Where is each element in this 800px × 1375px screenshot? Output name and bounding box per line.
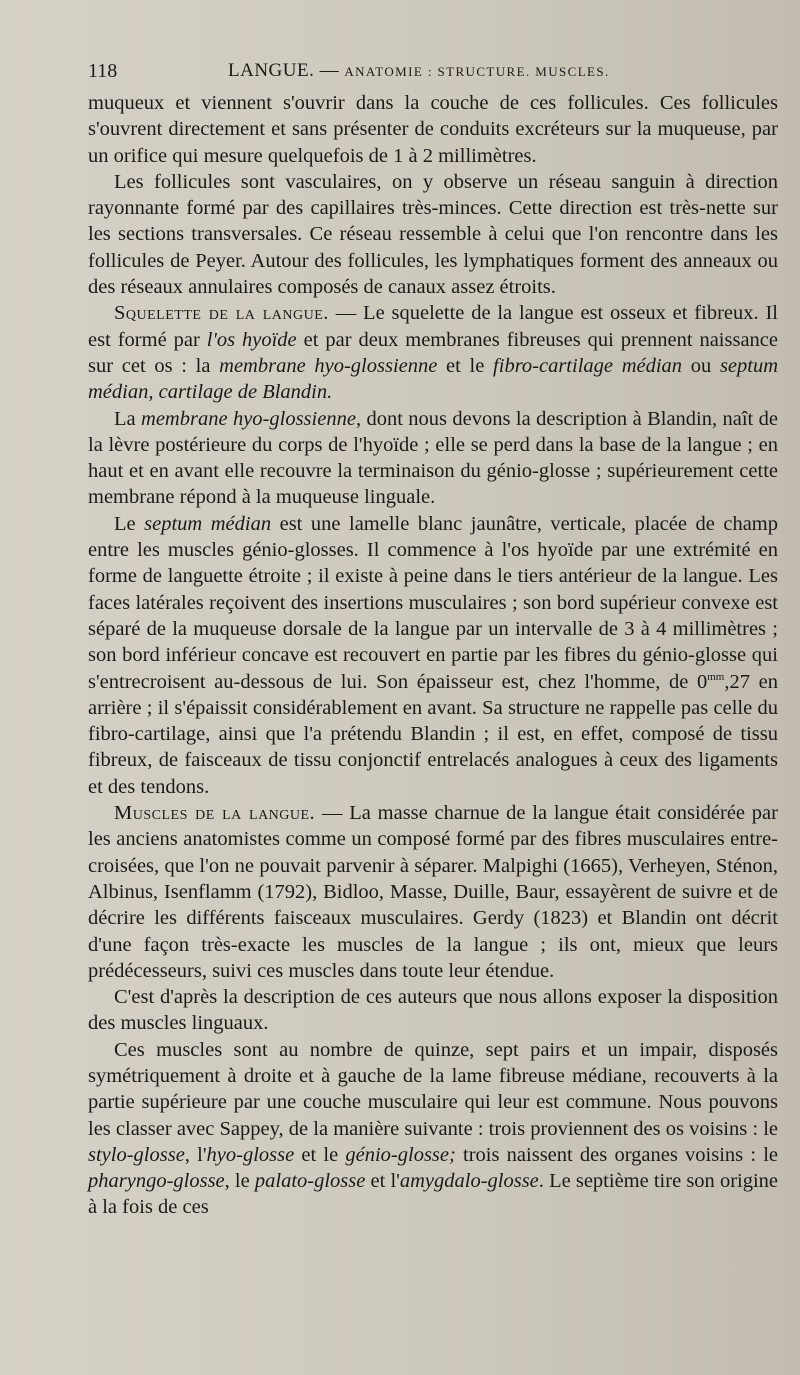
page-number: 118 <box>88 60 118 82</box>
paragraph: Le septum médian est une lamelle blanc jaunâtre, verticale, placée de champ entre les muscles génio-glosses. Il commence à l'os hyoïde par une extrémité en forme de languette étroite ; il existe à peine dans le tiers antérieur de la langue. Les faces latérales reçoivent des insertions musculaires ; son bord supérieur convexe est séparé de la muqueuse dorsale de la langue par un intervalle de 3 à 4 millimètres ; son bord inférieur concave est recouvert en partie par les fibres du génio-glosse qui s'entrecroisent au-dessous de lui. Son épaisseur est, chez l'homme, de $0^{mm},27$ en arrière ; il s'épaissit considérablement en avant. Sa structure ne rappelle pas celle du fibro-cartilage, ainsi que l'a prétendu Blandin ; il est, en effet, composé de tissu fibreux, de faisceaux de tissu conjonctif entrelacés analogues à ceux des ligaments et des tendons. <box>88 512 778 798</box>
section-heading: Muscles de la langue. <box>114 802 316 825</box>
running-title: LANGUE. — ANATOMIE : STRUCTURE. MUSCLES. <box>228 60 610 81</box>
section-heading: Squelette de la langue. <box>114 302 329 325</box>
page-header <box>88 60 778 88</box>
paragraph: Les follicules sont vasculaires, on y observe un réseau sanguin à direction rayonnante formé par des capillaires très-minces. Cette direction est très-nette sur les sections transversales. Ce réseau ressemble à celui que l'on rencontre dans les follicules de Peyer. Autour des follicules, les lymphatiques forment des anneaux ou des réseaux annulaires composés de canaux assez étroits. <box>88 170 778 299</box>
page-body <box>88 90 778 1221</box>
paragraph: Muscles de la langue. — La masse charnue de la langue était considérée par les anciens anatomistes comme un composé formé par des fibres musculaires entre-croisées, que l'on ne pouvait parvenir à séparer. Malpighi (1665), Verheyen, Sténon, Albinus, Isenflamm (1792), Bidloo, Masse, Duille, Baur, essayèrent de suivre et de décrire les différents faisceaux musculaires. Gerdy (1823) et Blandin ont décrit d'une façon très-exacte les muscles de la langue ; ils ont, mieux que leurs prédécesseurs, suivi ces muscles dans toute leur étendue. <box>88 802 778 982</box>
paragraph: Squelette de la langue. — Le squelette de la langue est osseux et fibreux. Il est formé par l'os hyoïde et par deux membranes fibreuses qui prennent naissance sur cet os : la membrane hyo-glossienne et le fibro-cartilage médian ou septum médian, cartilage de Blandin. <box>88 302 779 404</box>
paragraph: C'est d'après la description de ces auteurs que nous allons exposer la disposition des muscles linguaux. <box>88 986 778 1035</box>
paragraph: La membrane hyo-glossienne, dont nous devons la description à Blandin, naît de la lèvre postérieure du corps de l'hyoïde ; elle se perd dans la base de la langue ; en haut et en avant elle recouvre la terminaison du génio-glosse ; supérieurement cette membrane répond à la muqueuse linguale. <box>88 407 779 509</box>
running-subtitle: ANATOMIE : STRUCTURE. MUSCLES. <box>344 64 610 79</box>
paragraph: muqueux et viennent s'ouvrir dans la couche de ces follicules. Ces follicules s'ouvrent directement et sans présenter de conduits excréteurs sur la muqueuse, par un orifice qui mesure quelquefois de 1 à 2 millimètres. <box>88 92 778 167</box>
paragraph: Ces muscles sont au nombre de quinze, sept pairs et un impair, disposés symétriquement à droite et à gauche de la lame fibreuse médiane, recouverts à la partie supérieure par une couche musculaire qui leur est commune. Nous pouvons les classer avec Sappey, de la manière suivante : trois proviennent des os voisins : le stylo-glosse, l'hyo-glosse et le génio-glosse; trois naissent des organes voisins : le pharyngo-glosse, le palato-glosse et l'amygdalo-glosse. Le septième tire son origine à la fois de ces <box>88 1038 779 1219</box>
